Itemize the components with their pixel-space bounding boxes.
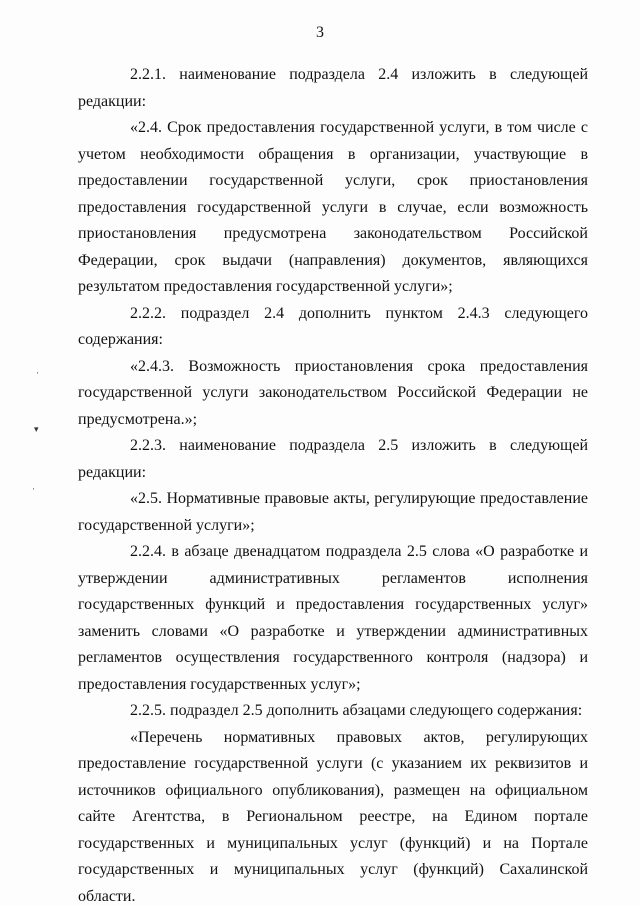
document-body xyxy=(78,62,588,910)
paragraph-2-2-2: 2.2.2. подраздел 2.4 дополнить пунктом 2.4.3 следующего содержания: xyxy=(78,301,588,354)
paragraph-2-2-4: 2.2.4. в абзаце двенадцатом подраздела 2.5 слова «О разработке и утверждении административных регламентов исполнения государственных функций и предоставления государственных услуг» заменить словами «О разработке и утверждении административных регламентов осуществления государственного контроля (надзора) и предоставления государственных услуг»; xyxy=(78,539,588,698)
scan-speck: ▾ xyxy=(34,424,39,435)
scan-speck: · xyxy=(32,484,35,494)
scan-speck: · xyxy=(36,368,39,378)
paragraph-perechen: «Перечень нормативных правовых актов, регулирующих предоставление государственной услуги (с указанием их реквизитов и источников официального опубликования), размещен на официальном сайте Агентства, в Региональном реестре, на Едином портале государственных и муниципальных услуг (функций) и на Портале государственных и муниципальных услуг (функций) Сахалинской области. xyxy=(78,725,588,910)
page-number: 3 xyxy=(0,24,640,42)
paragraph-2-4-title: «2.4. Срок предоставления государственной услуги, в том числе с учетом необходимости обращения в организации, участвующие в предоставлении государственной услуги, срок приостановления предоставления государственной услуги в случае, если возможность приостановления предусмотрена законодательством Российской Федерации, срок выдачи (направления) документов, являющихся результатом предоставления государственной услуги»; xyxy=(78,115,588,301)
paragraph-2-2-5: 2.2.5. подраздел 2.5 дополнить абзацами следующего содержания: xyxy=(78,698,588,725)
paragraph-2-5-title: «2.5. Нормативные правовые акты, регулирующие предоставление государственной услуги»; xyxy=(78,486,588,539)
paragraph-2-2-3: 2.2.3. наименование подраздела 2.5 изложить в следующей редакции: xyxy=(78,433,588,486)
paragraph-2-2-1: 2.2.1. наименование подраздела 2.4 изложить в следующей редакции: xyxy=(78,62,588,115)
paragraph-2-4-3: «2.4.3. Возможность приостановления срока предоставления государственной услуги законодательством Российской Федерации не предусмотрена.»; xyxy=(78,354,588,434)
